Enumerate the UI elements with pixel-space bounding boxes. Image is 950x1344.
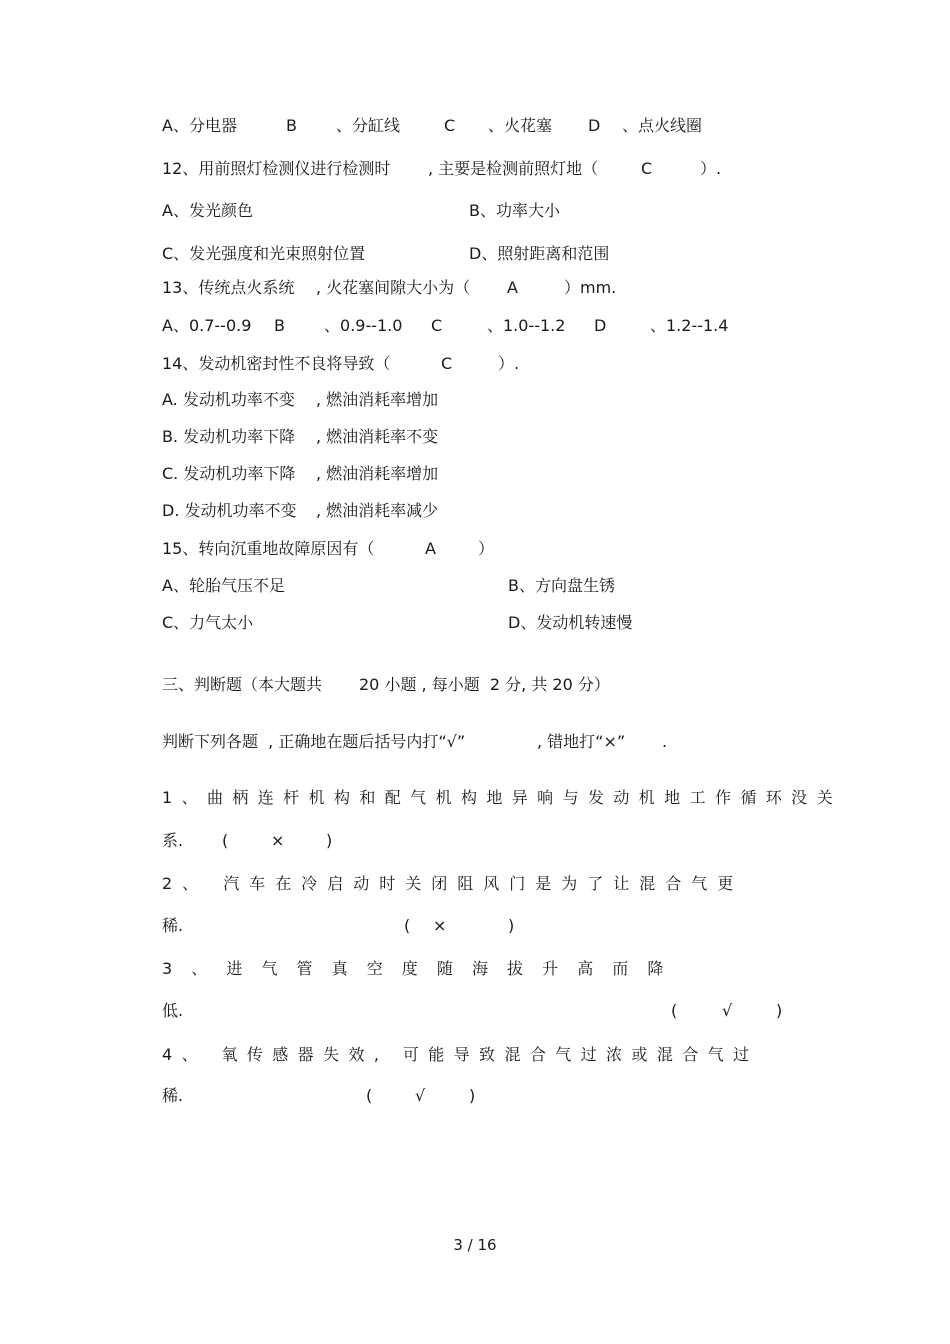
- q12-stem: 12、用前照灯检测仪进行检测时: [162, 159, 391, 178]
- judge-item-4-line2: 稀.: [162, 1086, 184, 1105]
- q14-close: ）.: [498, 354, 520, 373]
- judge-item-2-open: (: [404, 916, 411, 935]
- page-number: 3 / 16: [453, 1236, 497, 1254]
- q15-close: ）: [478, 539, 495, 558]
- q13-stem: 13、传统点火系统: [162, 278, 295, 297]
- q13-option-b-text: 、0.9--1.0: [324, 316, 403, 335]
- q12-option-c: C、发光强度和光束照射位置: [162, 244, 366, 263]
- q13-option-d-letter: D: [594, 316, 607, 335]
- q13-answer: A: [507, 278, 518, 297]
- judge-item-2-line1: 2、 汽车在冷启动时关闭阻风门是为了让混合气更: [162, 874, 744, 893]
- q13-option-b-letter: B: [274, 316, 285, 335]
- q15-option-a: A、轮胎气压不足: [162, 576, 285, 595]
- section-instructions-continued: , 错地打“×”: [537, 732, 626, 751]
- q11-option-b-letter: B: [286, 116, 297, 135]
- q14-option-c: C. 发动机功率下降: [162, 464, 296, 483]
- q14-option-a: A. 发动机功率不变: [162, 390, 295, 409]
- judge-item-3-close: ): [776, 1001, 783, 1020]
- q13-stem-continued: , 火花塞间隙大小为（: [316, 278, 471, 297]
- q14-option-c-continued: , 燃油消耗率增加: [316, 464, 439, 483]
- judge-item-1-line1: 1、曲柄连杆机构和配气机构地异响与发动机地工作循环没关: [162, 788, 842, 807]
- section-instructions: 判断下列各题 , 正确地在题后括号内打“√”: [162, 732, 466, 751]
- q14-option-a-continued: , 燃油消耗率增加: [316, 390, 439, 409]
- section-heading-continued: 20 小题 , 每小题 2 分, 共 20 分）: [359, 675, 610, 694]
- q15-answer: A: [425, 539, 436, 558]
- q12-option-a: A、发光颜色: [162, 201, 253, 220]
- q14-option-d: D. 发动机功率不变: [162, 501, 297, 520]
- judge-item-4-line1: 4、 氧传感器失效, 可能导致混合气过浓或混合气过: [162, 1045, 759, 1064]
- q11-option-a: A、分电器: [162, 116, 237, 135]
- judge-item-4-open: (: [366, 1086, 373, 1105]
- judge-item-4-close: ): [469, 1086, 476, 1105]
- judge-item-1-close: ): [326, 831, 333, 850]
- section-instructions-end: .: [662, 732, 668, 751]
- q13-option-d-text: 、1.2--1.4: [650, 316, 729, 335]
- q11-option-d-text: 、点火线圈: [622, 116, 703, 135]
- judge-item-1-open: (: [222, 831, 229, 850]
- q12-option-b: B、功率大小: [469, 201, 560, 220]
- q12-close: ）.: [700, 159, 722, 178]
- q13-close: ）mm.: [564, 278, 617, 297]
- q15-stem: 15、转向沉重地故障原因有（: [162, 539, 375, 558]
- judge-item-3-line2: 低.: [162, 1001, 184, 1020]
- q14-stem: 14、发动机密封性不良将导致（: [162, 354, 391, 373]
- section-heading: 三、判断题（本大题共: [162, 675, 323, 694]
- judge-item-3-open: (: [671, 1001, 678, 1020]
- q12-stem-continued: , 主要是检测前照灯地（: [428, 159, 599, 178]
- judge-item-3-mark: √: [722, 1001, 733, 1020]
- judge-item-2-close: ): [508, 916, 515, 935]
- q15-option-d: D、发动机转速慢: [508, 613, 633, 632]
- q11-option-d-letter: D: [588, 116, 601, 135]
- q11-option-b-text: 、分缸线: [336, 116, 401, 135]
- q14-option-d-continued: , 燃油消耗率减少: [316, 501, 439, 520]
- judge-item-2-line2: 稀.: [162, 916, 184, 935]
- q12-option-d: D、照射距离和范围: [469, 244, 610, 263]
- q11-option-c-text: 、火花塞: [488, 116, 553, 135]
- judge-item-1-line2: 系.: [162, 831, 184, 850]
- q15-option-b: B、方向盘生锈: [508, 576, 615, 595]
- q12-answer: C: [641, 159, 653, 178]
- judge-item-4-mark: √: [415, 1086, 426, 1105]
- judge-item-1-mark: ×: [271, 831, 285, 850]
- q13-option-a: A、0.7--0.9: [162, 316, 252, 335]
- q13-option-c-text: 、1.0--1.2: [487, 316, 566, 335]
- judge-item-3-line1: 3 、 进 气 管 真 空 度 随 海 拔 升 高 而 降: [162, 959, 665, 978]
- q13-option-c-letter: C: [431, 316, 443, 335]
- q14-answer: C: [441, 354, 453, 373]
- q15-option-c: C、力气太小: [162, 613, 254, 632]
- q14-option-b: B. 发动机功率下降: [162, 427, 296, 446]
- q14-option-b-continued: , 燃油消耗率不变: [316, 427, 439, 446]
- q11-option-c-letter: C: [444, 116, 456, 135]
- judge-item-2-mark: ×: [433, 916, 447, 935]
